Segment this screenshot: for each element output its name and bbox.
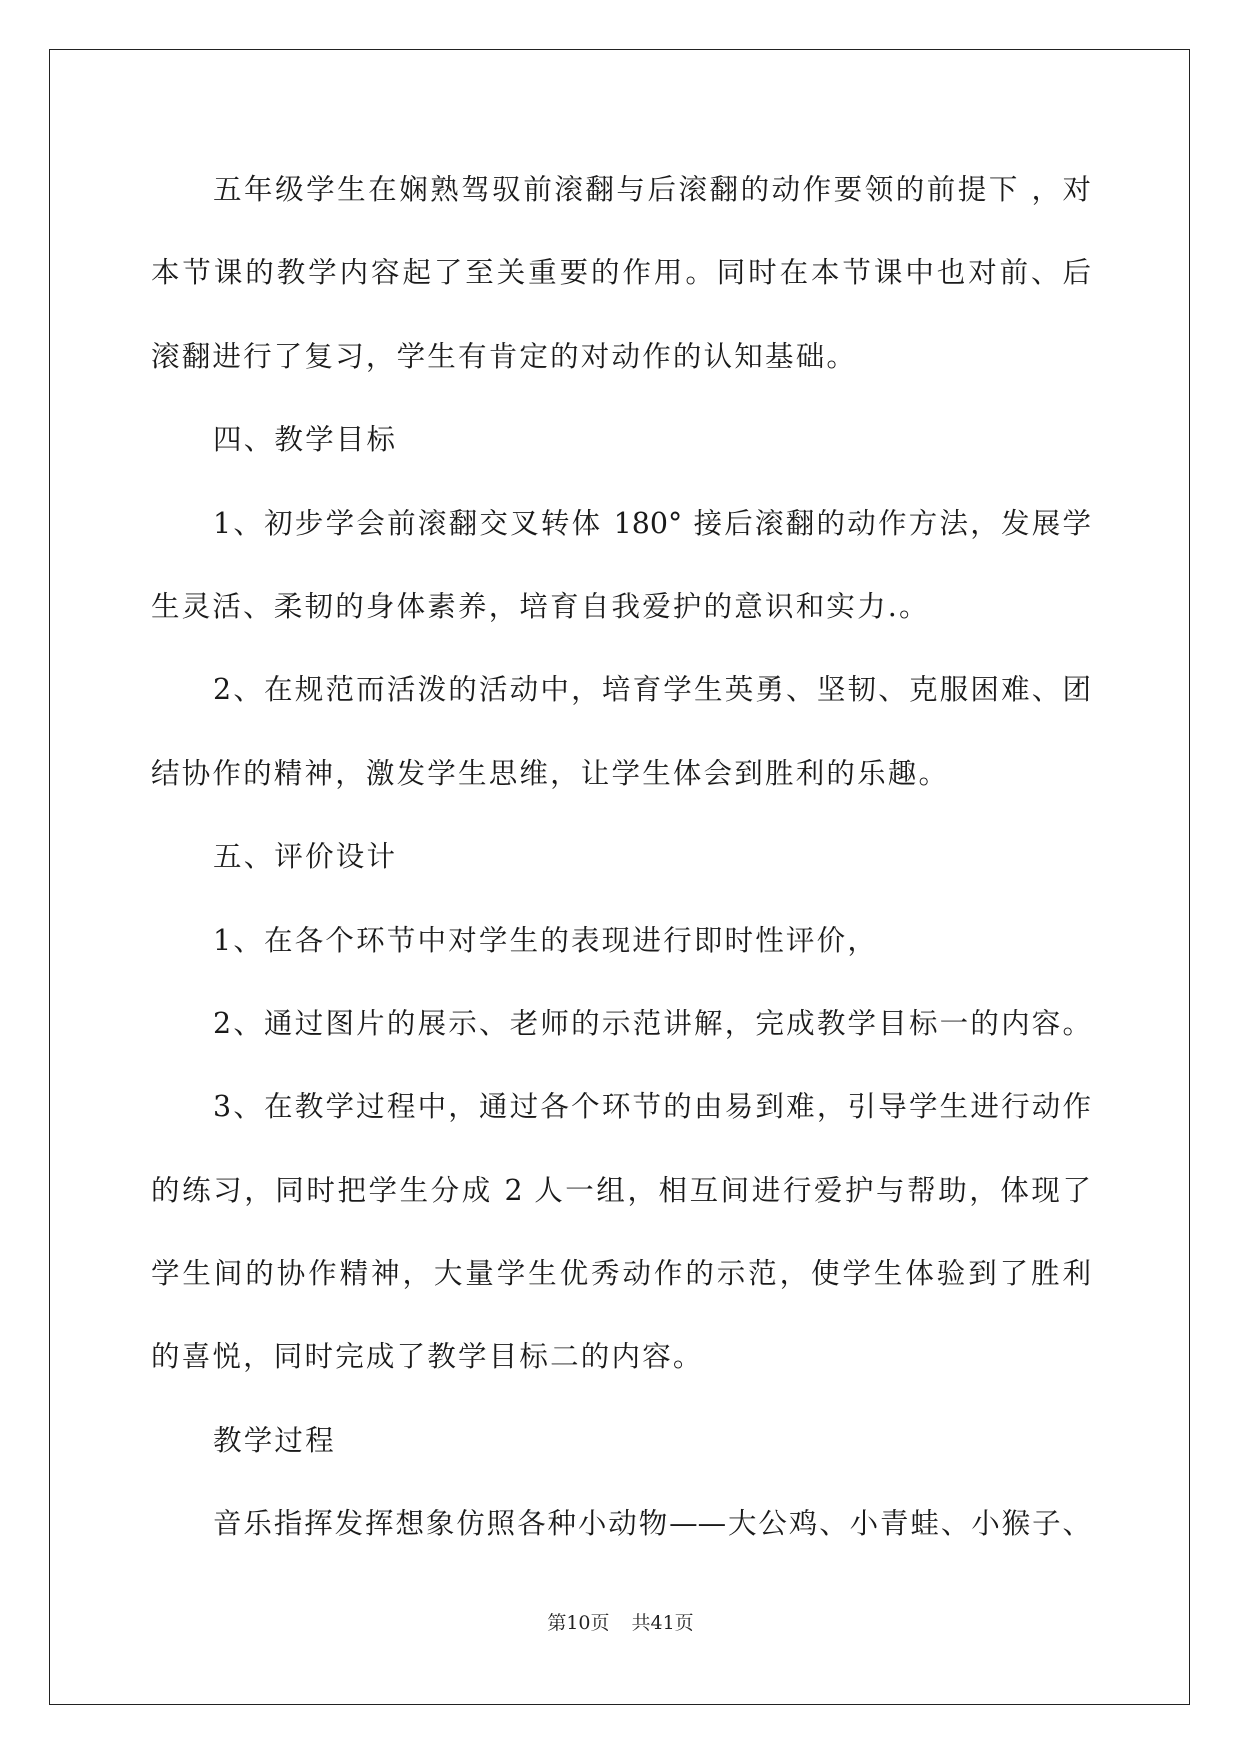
text-line: 五年级学生在娴熟驾驭前滚翻与后滚翻的动作要领的前提下 ，对 [213,173,1091,206]
text-line: 生灵活、柔韧的身体素养，培育自我爱护的意识和实力.。 [151,589,930,623]
text-line: 教学过程 [213,1423,336,1457]
text-line: 音乐指挥发挥想象仿照各种小动物——大公鸡、小青蛙、小猴子、 [213,1507,1091,1541]
text-line: 本节课的教学内容起了至关重要的作用。同时在本节课中也对前、后 [151,256,1091,290]
text-line: 2、在规范而活泼的活动中，培育学生英勇、坚韧、克服困难、团 [213,673,1091,707]
text-line: 3、在教学过程中，通过各个环节的由易到难，引导学生进行动作 [213,1090,1091,1124]
text-line: 滚翻进行了复习，学生有肯定的对动作的认知基础。 [151,339,858,373]
text-line: 2、通过图片的展示、老师的示范讲解，完成教学目标一的内容。 [213,1006,1091,1040]
text-line: 五、评价设计 [213,840,398,874]
text-line: 结协作的精神，激发学生思维，让学生体会到胜利的乐趣。 [151,756,950,790]
current-page-number: 第10页 [547,1612,610,1634]
text-line: 1、初步学会前滚翻交叉转体 180° 接后滚翻的动作方法，发展学 [213,506,1091,540]
document-body [151,160,1091,1578]
text-line: 的喜悦，同时完成了教学目标二的内容。 [151,1340,704,1374]
text-line: 的练习，同时把学生分成 2 人一组，相互间进行爱护与帮助，体现了 [151,1173,1091,1207]
page-footer [0,1608,1241,1635]
text-line: 1、在各个环节中对学生的表现进行即时性评价， [213,923,879,957]
text-line: 学生间的协作精神，大量学生优秀动作的示范，使学生体验到了胜利 [151,1257,1091,1291]
total-pages: 共41页 [631,1612,694,1634]
text-line: 四、教学目标 [213,423,398,457]
